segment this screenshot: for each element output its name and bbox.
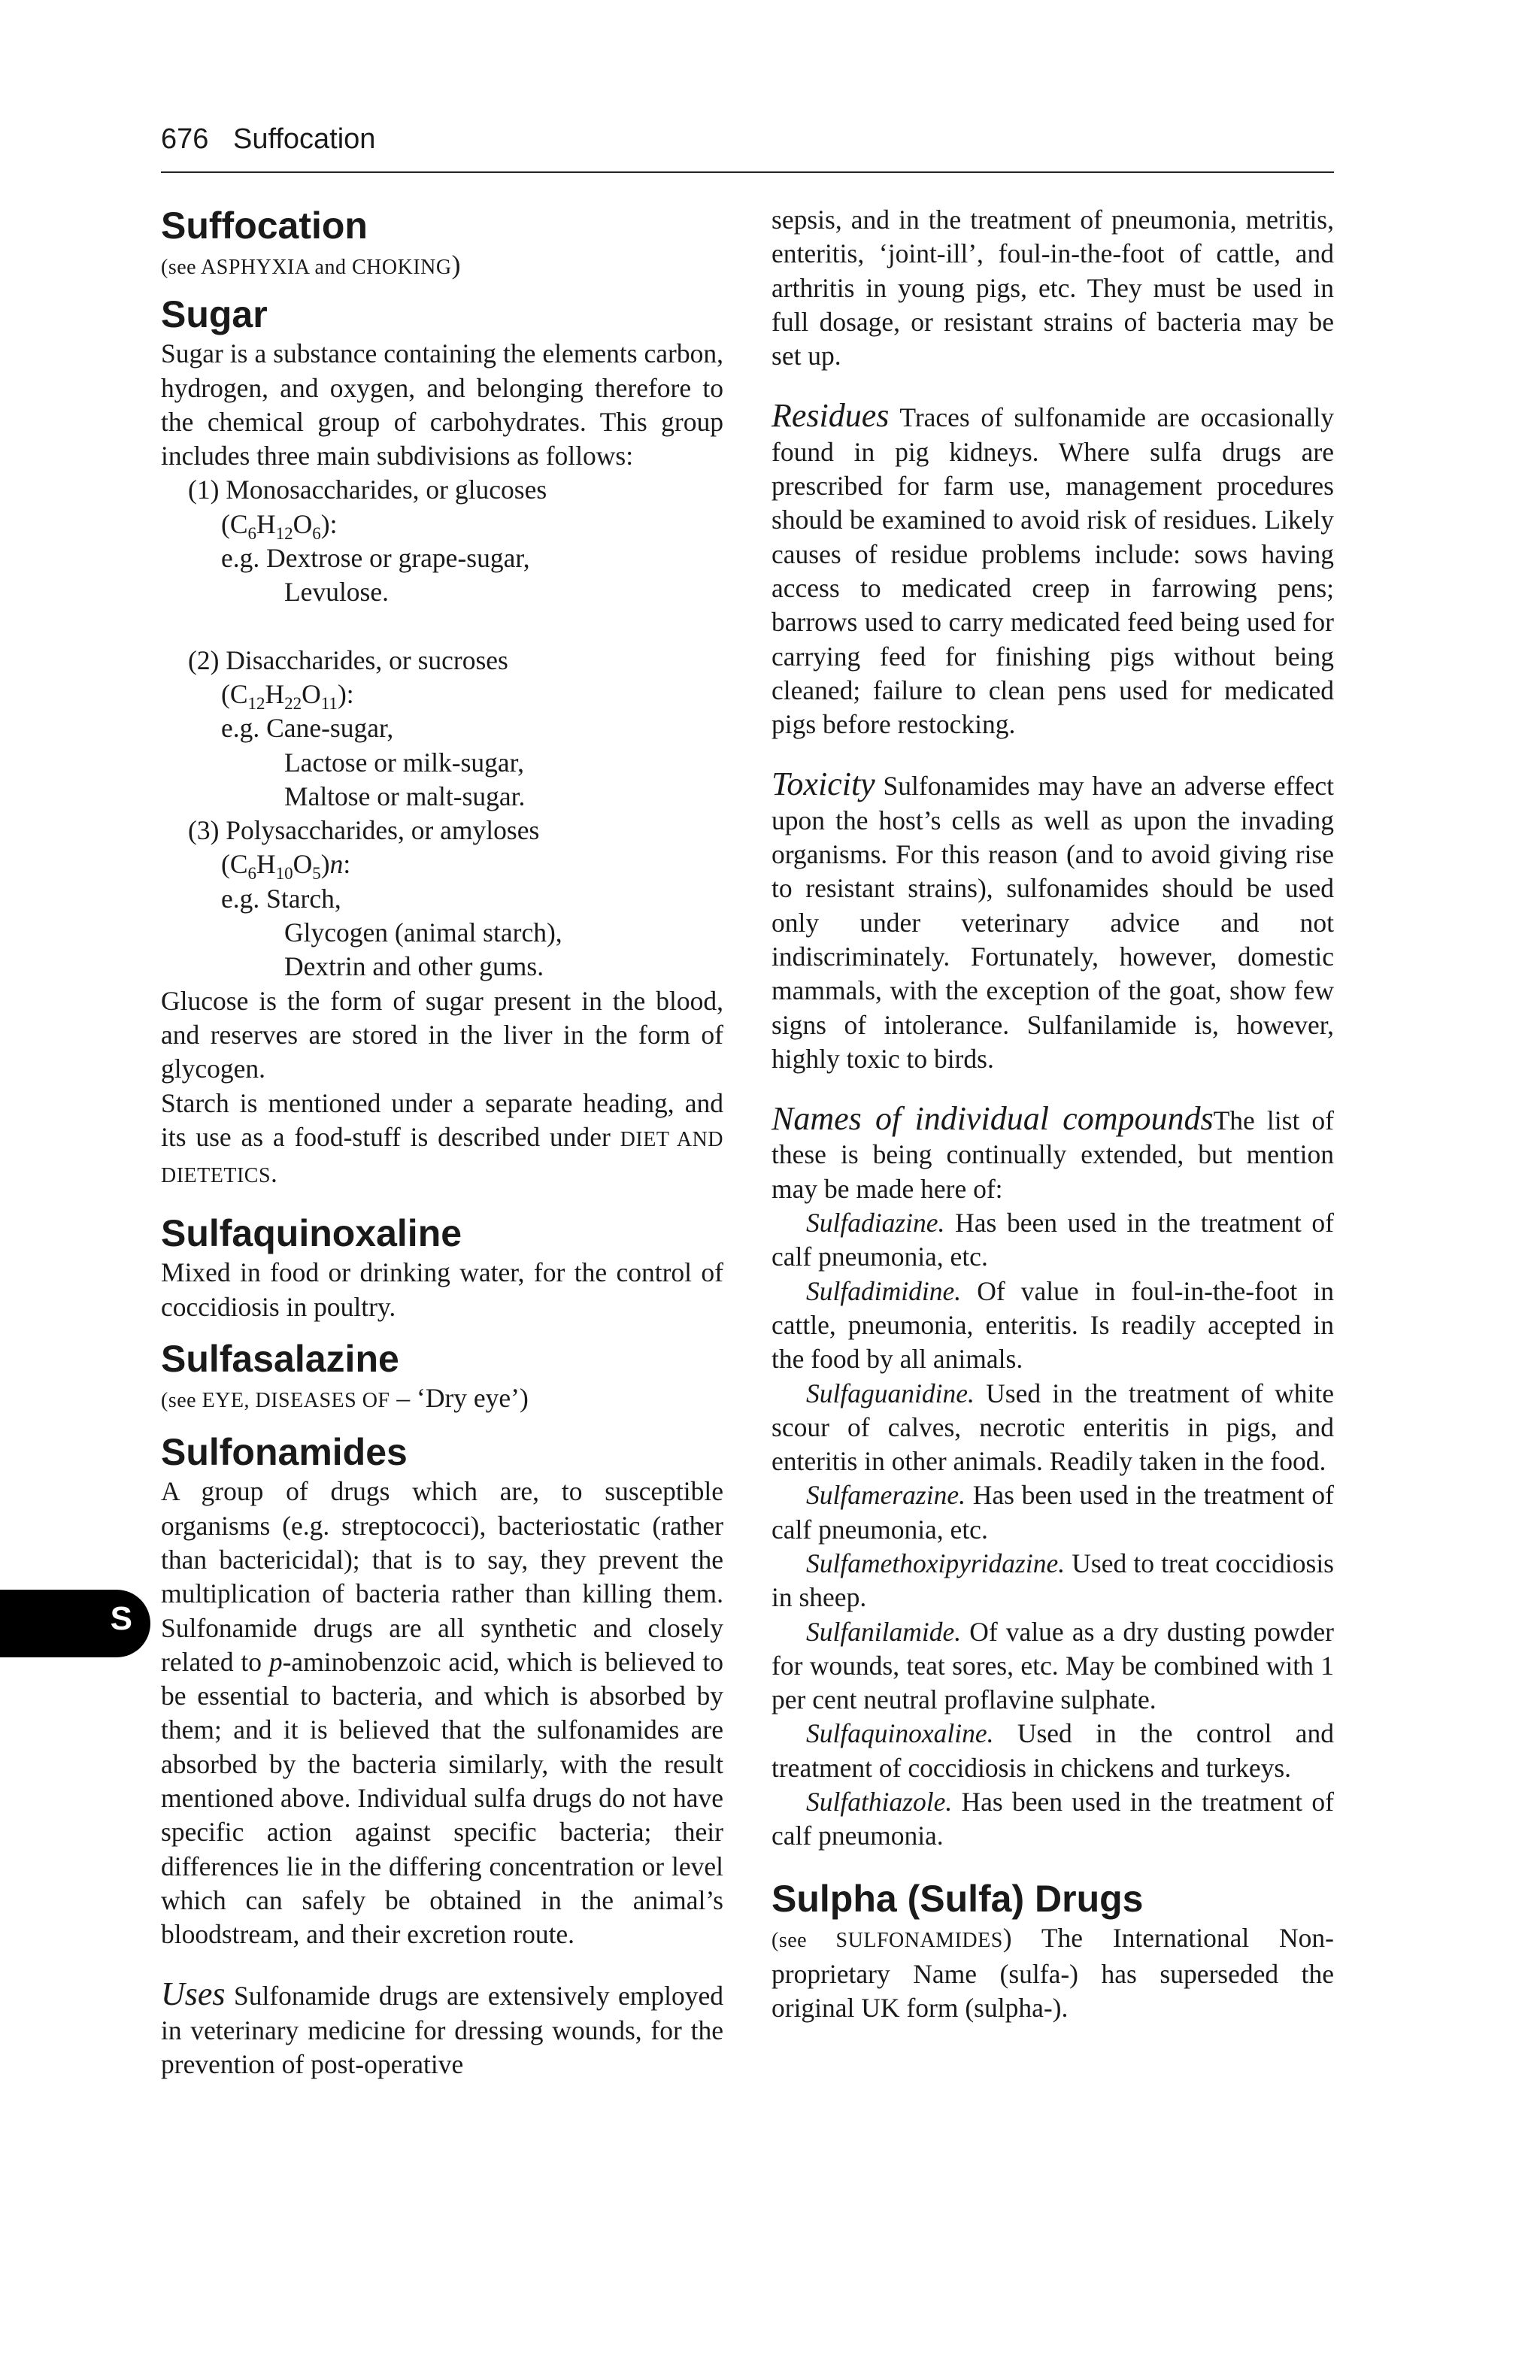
sugar-group-3-item: Dextrin and other gums. [284, 951, 544, 982]
headword-sulfonamides: Sulfonamides [161, 1431, 408, 1474]
sugar-group-3-formula: $(C_6H_{10}O_5)n$: [221, 849, 351, 884]
cross-ref-link: EYE, DISEASES OF [202, 1389, 390, 1413]
sugar-group-list [161, 473, 723, 984]
compound-entry [772, 1206, 1334, 1275]
sugar-group-1-item: Levulose. [284, 577, 390, 608]
compound-entry [772, 1547, 1334, 1615]
headword-sulpha-drugs: Sulpha (Sulfa) Drugs [772, 1877, 1144, 1920]
sulfaquinoxaline-text: Mixed in food or drinking water, for the control of coccidiosis in poultry. [161, 1257, 723, 1322]
sugar-glucose-paragraph: Glucose is the form of sugar present in the blood, and reserves are stored in the liver in the form of glycogen. [161, 985, 723, 1084]
sulfonamides-toxicity: Toxicity Sulfonamides may have an adverse effect upon the host’s cells as well as upon the invading organisms. For this reason (and to avoid giving rise to resistant strains), sulfonamides should be used only under veterinary advice and not indiscriminately. Fortunately, however, domestic mammals, with the exception of the goat, show few signs of intolerance. Sulfanilamide is, however, highly toxic to birds. [772, 766, 1334, 1074]
compound-description: Of value as a dry dusting powder for wounds, teat sores, etc. May be combined with 1 per cent neutral proflavine sulphate. [772, 1616, 1334, 1715]
sulpha-drugs-text: (see SULFONAMIDES) The International Non-proprietary Name (sulfa-) has superseded the original UK form (sulpha-). [772, 1922, 1335, 2024]
compound-description: Of value in foul-in-the-foot in cattle, pneumonia, enteritis. Is readily accepted in the food by all animals. [772, 1275, 1334, 1375]
compound-name: Sulfathiazole. [806, 1787, 953, 1818]
cross-ref-close: ) [451, 250, 461, 280]
see-label: (see [161, 256, 202, 279]
subheading-uses: Uses [161, 1975, 226, 2013]
sugar-group-3-item: Glycogen (animal starch), [284, 917, 562, 948]
running-head-title: Suffocation [232, 123, 376, 155]
cross-ref-link: ASPHYXIA and CHOKING [201, 256, 452, 279]
compound-name: Sulfadimidine. [806, 1275, 962, 1306]
sugar-intro: Sugar is a substance containing the elements carbon, hydrogen, and oxygen, and belonging therefore to the chemical group of carbohydrates. This group includes three main subdivisions as follows: [161, 338, 723, 471]
sugar-group-1-formula: $(C_6H_{12}O_6)$: [221, 508, 338, 543]
compound-name: Sulfaquinoxaline. [806, 1718, 994, 1749]
sugar-group-2-title: (2) Disaccharides, or sucroses [188, 644, 508, 675]
compound-description: Used in the control and treatment of coccidiosis in chickens and turkeys. [772, 1718, 1334, 1783]
compound-description: Has been used in the treatment of calf pneumonia, etc. [772, 1480, 1334, 1545]
sulfonamides-uses: Uses Sulfonamide drugs are extensively employed in veterinary medicine for dressing wounds, for the prevention of post-operative [161, 1975, 723, 2080]
cross-ref-link: DIET AND DIETETICS [161, 1127, 723, 1188]
subheading-names: Names of individual compounds [772, 1100, 1214, 1138]
compound-list [772, 1206, 1334, 1854]
sulfonamides-names: Names of individual compoundsThe list of these is being continually extended, but mention may be made here of: [772, 1100, 1334, 1204]
sugar-group-2-item: Lactose or milk-sugar, [284, 747, 524, 778]
compound-entry [772, 1377, 1334, 1479]
compound-description: Used in the treatment of white scour of calves, necrotic enteritis in pigs, and enteritis in other animals. Readily taken in the food. [772, 1378, 1334, 1477]
headword-suffocation: Suffocation [161, 205, 368, 247]
compound-entry [772, 1615, 1334, 1718]
thumb-index-letter: S [110, 1600, 132, 1637]
sugar-group-2-example: e.g. Cane-sugar, [221, 713, 394, 744]
compound-entry [772, 1717, 1334, 1785]
compound-name: Sulfaguanidine. [806, 1378, 975, 1408]
sulfonamides-paragraph: A group of drugs which are, to susceptible organisms (e.g. streptococci), bacteriostatic (rather than bactericidal); that is to say, they prevent the multiplication of bacteria rather than killing them. Sulfonamide drugs are all synthetic and closely related to p-aminobenzoic acid, which is believed to be essential to bacteria, and which is absorbed by them; and it is believed that the sulfonamides are absorbed by the bacteria similarly, with the result mentioned above. Individual sulfa drugs do not have specific action against specific bacteria; their differences lie in the differing concentration or level which can safely be obtained in the animal’s bloodstream, and their excretion route. [161, 1476, 724, 1950]
compound-name: Sulfanilamide. [806, 1616, 962, 1647]
compound-entry [772, 1275, 1334, 1377]
sugar-group-3-example: e.g. Starch, [221, 883, 341, 914]
compound-entry [772, 1478, 1334, 1547]
sugar-group-1-title: (1) Monosaccharides, or glucoses [188, 474, 547, 505]
cross-ref-link: SULFONAMIDES [835, 1928, 1003, 1952]
sulfonamides-uses-continued: sepsis, and in the treatment of pneumonia, metritis, enteritis, ‘joint-ill’, foul-in-the-foot of cattle, and arthritis in young pigs, etc. They must be used in full dosage, or resistant strains of bacteria may be set up. [772, 205, 1334, 371]
compound-name: Sulfadiazine. [806, 1208, 945, 1239]
header-rule [161, 171, 1334, 173]
compound-name: Sulfamethoxipyridazine. [806, 1548, 1066, 1578]
right-column [772, 203, 1334, 2026]
sugar-group-3-title: (3) Polysaccharides, or amyloses [188, 815, 540, 846]
sugar-group-2-formula: $(C_{12}H_{22}O_{11})$: [221, 678, 354, 713]
compound-description: Used to treat coccidiosis in sheep. [772, 1548, 1334, 1613]
suffocation-cross-ref [161, 248, 723, 284]
thumb-index-tab [0, 1590, 150, 1657]
running-head [161, 123, 1334, 156]
page-number: 676 [161, 123, 209, 155]
sugar-group-2-item: Maltose or malt-sugar. [284, 781, 526, 811]
compound-description: Has been used in the treatment of calf pneumonia. [772, 1787, 1334, 1851]
left-column [161, 203, 723, 2081]
sugar-group-1-example: e.g. Dextrose or grape-sugar, [221, 543, 530, 574]
subheading-toxicity: Toxicity [772, 766, 875, 803]
headword-sugar: Sugar [161, 293, 268, 336]
compound-name: Sulfamerazine. [806, 1480, 966, 1511]
compound-entry [772, 1785, 1334, 1854]
sugar-starch-paragraph: Starch is mentioned under a separate heading, and its use as a food-stuff is described under DIET AND DIETETICS. [161, 1087, 723, 1189]
sulfonamides-residues: Residues Traces of sulfonamide are occasionally found in pig kidneys. Where sulfa drugs are prescribed for farm use, management procedures should be examined to avoid risk of residues. Likely causes of residue problems include: sows having access to medicated creep in farrowing pens; barrows used to carry medicated feed being used for carrying feed for finishing pigs without being cleaned; failure to clean pens used for medicated pigs before restocking. [772, 397, 1334, 740]
subheading-residues: Residues [772, 397, 890, 435]
headword-sulfaquinoxaline: Sulfaquinoxaline [161, 1212, 462, 1255]
sulfasalazine-cross-ref: (see EYE, DISEASES OF – ‘Dry eye’) [161, 1383, 529, 1414]
headword-sulfasalazine: Sulfasalazine [161, 1338, 399, 1381]
compound-description: Has been used in the treatment of calf pneumonia, etc. [772, 1208, 1334, 1272]
